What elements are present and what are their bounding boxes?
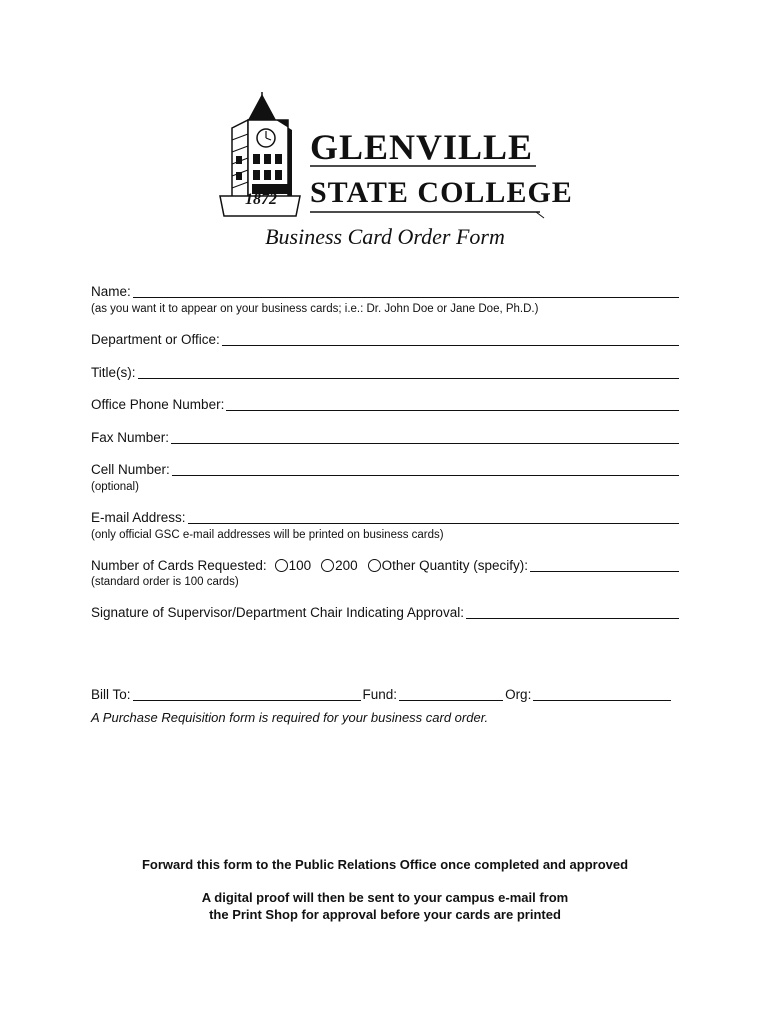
office-phone-field-row — [91, 397, 679, 413]
titles-label: Title(s): — [91, 365, 136, 380]
department-field[interactable] — [222, 332, 679, 346]
signature-field-row — [91, 605, 679, 621]
email-note: (only official GSC e-mail addresses will be printed on business cards) — [91, 529, 444, 541]
logo-year: 1872 — [245, 191, 277, 208]
proof-instruction-line2: the Print Shop for approval before your cards are printed — [209, 907, 561, 922]
name-field[interactable] — [133, 284, 679, 298]
titles-field-row — [91, 365, 679, 381]
cell-field[interactable] — [172, 462, 679, 476]
name-label: Name: — [91, 284, 131, 299]
cards-requested-row — [91, 558, 679, 574]
name-field-row — [91, 284, 679, 300]
department-label: Department or Office: — [91, 332, 220, 347]
cell-field-row — [91, 462, 679, 478]
requisition-note: A Purchase Requisition form is required for your business card order. — [91, 710, 489, 725]
college-logo — [218, 92, 573, 220]
proof-instruction-line1: A digital proof will then be sent to your campus e-mail from — [201, 890, 569, 905]
email-field-row — [91, 510, 679, 526]
cards-200-label: 200 — [335, 558, 358, 573]
office-phone-field[interactable] — [226, 397, 679, 411]
department-field-row — [91, 332, 679, 348]
billing-row — [91, 687, 671, 703]
name-note: (as you want it to appear on your business cards; i.e.: Dr. John Doe or Jane Doe, Ph.D.) — [91, 303, 539, 315]
fax-field[interactable] — [171, 430, 679, 444]
office-phone-label: Office Phone Number: — [91, 397, 225, 412]
cards-other-quantity-field[interactable] — [530, 558, 679, 572]
cards-100-label: 100 — [288, 558, 312, 573]
email-field[interactable] — [188, 510, 679, 524]
cell-label: Cell Number: — [91, 462, 170, 477]
org-label: Org: — [505, 687, 532, 702]
titles-field[interactable] — [138, 365, 680, 379]
logo-wordmark-line1: GLENVILLE — [310, 127, 534, 167]
signature-label: Signature of Supervisor/Department Chair Indicating Approval: — [91, 605, 464, 620]
cards-other-label: Other Quantity (specify): — [381, 558, 528, 573]
logo-wordmark-line2: STATE COLLEGE — [310, 176, 573, 209]
signature-field[interactable] — [466, 605, 679, 619]
cards-requested-label: Number of Cards Requested: — [91, 558, 267, 573]
bill-to-field[interactable] — [133, 687, 361, 701]
bill-to-label: Bill To: — [91, 687, 131, 702]
cards-other-radio[interactable] — [368, 559, 381, 572]
forward-instruction: Forward this form to the Public Relations Office once completed and approved — [141, 857, 629, 872]
cell-note: (optional) — [91, 481, 139, 493]
email-label: E-mail Address: — [91, 510, 186, 525]
fund-field[interactable] — [399, 687, 503, 701]
cards-100-radio[interactable] — [275, 559, 288, 572]
fund-label: Fund: — [362, 687, 398, 702]
cards-200-radio[interactable] — [321, 559, 334, 572]
org-field[interactable] — [533, 687, 671, 701]
fax-label: Fax Number: — [91, 430, 170, 445]
form-title: Business Card Order Form — [265, 224, 505, 249]
fax-field-row — [91, 430, 679, 446]
cards-note: (standard order is 100 cards) — [91, 576, 239, 588]
